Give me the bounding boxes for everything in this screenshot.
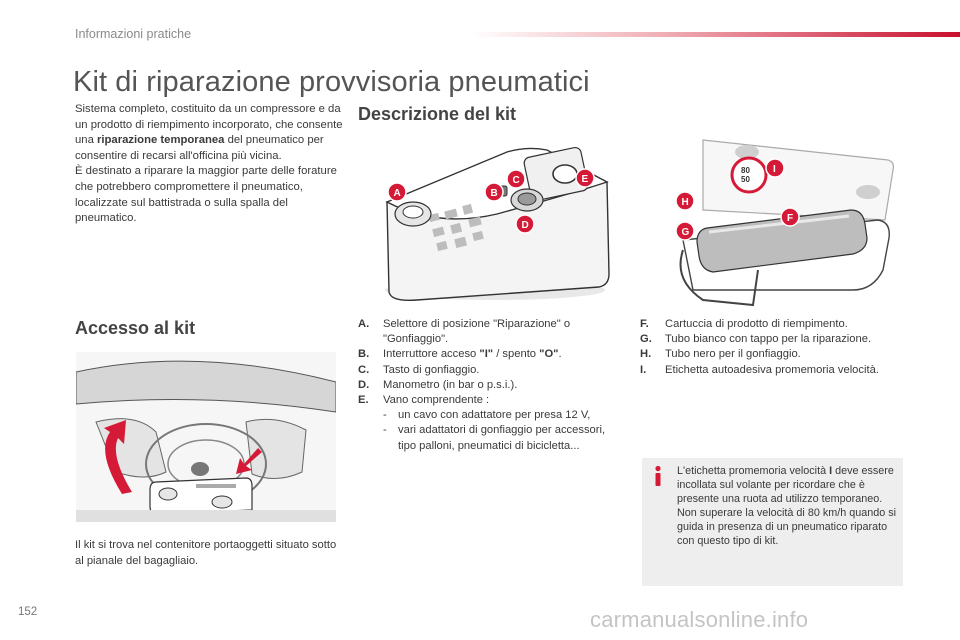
trunk-caption: Il kit si trova nel contenitore portaoggetti situato sotto al pianale del bagagliaio. — [75, 539, 337, 567]
svg-text:F: F — [787, 213, 794, 224]
page-number: 152 — [18, 606, 38, 618]
heading-kit-access: Accesso al kit — [75, 318, 196, 338]
info-note-text — [677, 464, 897, 548]
watermark: carmanualsonline.info — [590, 607, 809, 632]
svg-text:C: C — [512, 175, 520, 186]
callout-i — [766, 159, 784, 177]
callout-c — [507, 170, 525, 188]
svg-text:80: 80 — [741, 166, 750, 175]
info-paragraph-1: L'etichetta promemoria velocità I deve essere incollata sul volante per ricordare che è presente una ruota ad utilizzo temporaneo. — [677, 465, 894, 505]
kit-compressor-illustration — [377, 142, 615, 302]
kit-parts-list-right — [640, 317, 910, 378]
callout-d — [516, 215, 534, 233]
intro-paragraph-2: È destinato a riparare la maggior parte delle forature che potrebbero compromettere il pneumatico, localizzate sul battistrada o sulla spalla del pneumatico. — [75, 165, 337, 225]
kit-parts-list-left — [358, 317, 620, 454]
svg-text:50: 50 — [741, 175, 750, 184]
svg-text:A: A — [393, 188, 401, 199]
list-subitem: - vari adattatori di gonfiaggio per accessori, tipo palloni, pneumatici di bicicletta... — [383, 424, 606, 452]
svg-text:G: G — [681, 227, 690, 238]
list-item: I. Etichetta autoadesiva promemoria velocità. — [640, 363, 879, 376]
svg-text:B: B — [490, 188, 498, 199]
list-item: C. Tasto di gonfiaggio. — [358, 363, 480, 376]
svg-text:H: H — [681, 197, 689, 208]
callout-a — [388, 183, 406, 201]
svg-text:E: E — [581, 174, 589, 185]
callout-e — [576, 169, 594, 187]
svg-text:I: I — [773, 164, 776, 175]
svg-text:D: D — [521, 220, 529, 231]
info-paragraph-2: Non superare la velocità di 80 km/h quando si guida in presenza di un pneumatico riparato con questo tipo di kit. — [677, 507, 897, 547]
callout-b — [485, 183, 503, 201]
list-item: A. Selettore di posizione "Riparazione" o "Gonfiaggio". — [358, 318, 571, 346]
intro-paragraph-1: Sistema completo, costituito da un compressore e da un prodotto di riempimento incorporato, che consente una riparazione temporanea del pneumatico per consentire di recarsi all'officina più vicina. — [75, 103, 343, 162]
callout-h — [676, 192, 694, 210]
info-icon — [651, 465, 665, 487]
list-subitem: - un cavo con adattatore per presa 12 V, — [383, 409, 591, 422]
kit-cartridge-illustration — [663, 130, 903, 310]
callout-g — [676, 222, 694, 240]
heading-kit-description: Descrizione del kit — [358, 104, 517, 124]
list-item: F. Cartuccia di prodotto di riempimento. — [640, 318, 848, 330]
section-header: Informazioni pratiche — [75, 27, 192, 41]
callout-f — [781, 208, 799, 226]
header-accent-rule — [470, 32, 960, 37]
list-item: E. Vano comprendente : — [358, 394, 490, 407]
intro-text — [75, 102, 345, 227]
list-item: B. Interruttore acceso "I" / spento "O". — [358, 348, 562, 361]
list-item: D. Manometro (in bar o p.s.i.). — [358, 378, 518, 391]
list-item: H. Tubo nero per il gonfiaggio. — [640, 348, 801, 361]
list-item: G. Tubo bianco con tappo per la riparazione. — [640, 333, 872, 346]
page-title: Kit di riparazione provvisoria pneumatici — [73, 66, 590, 98]
trunk-illustration — [76, 352, 336, 522]
